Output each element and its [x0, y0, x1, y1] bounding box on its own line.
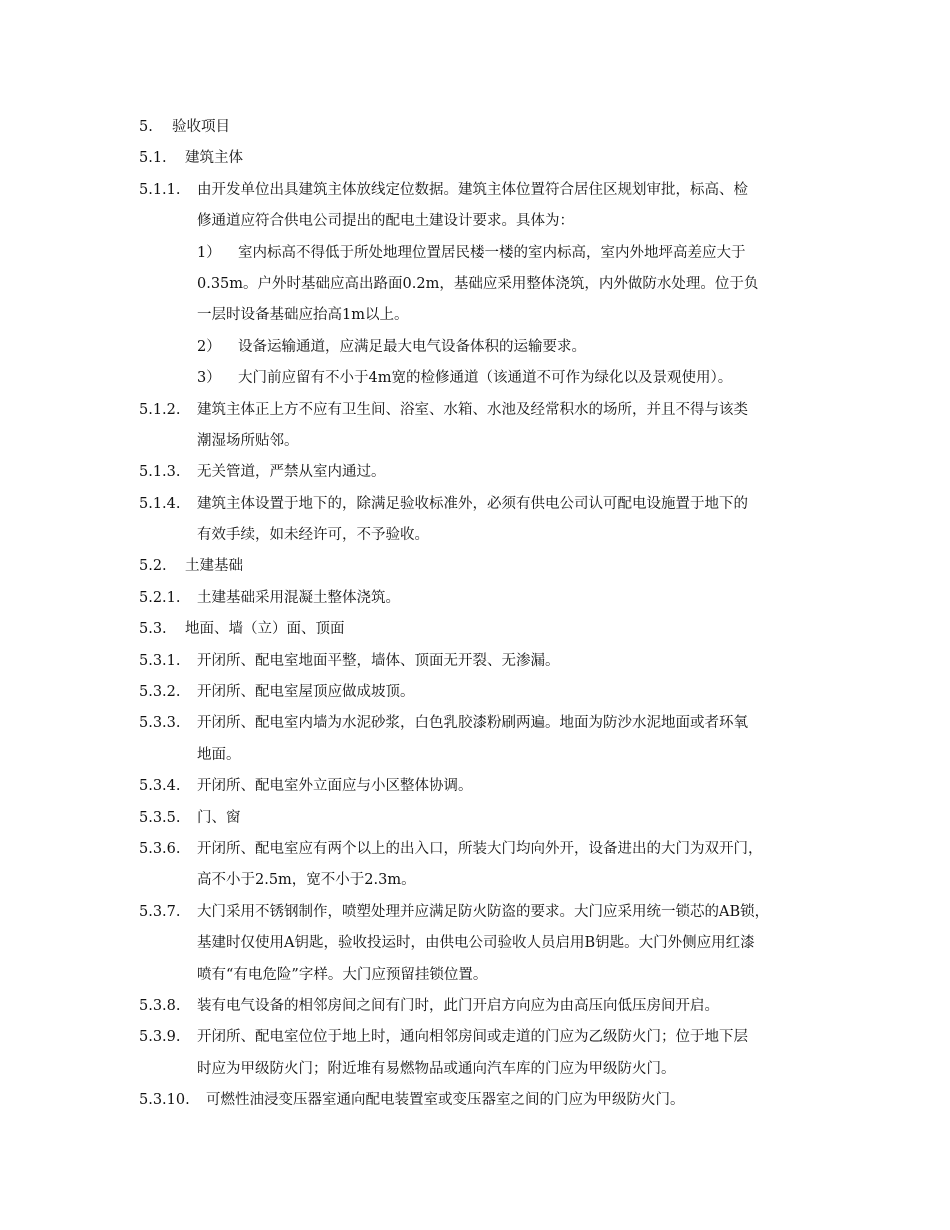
clause-continuation [139, 740, 815, 771]
clause-text: 高不小于2.5m，宽不小于2.3m。 [197, 872, 416, 889]
clause-number: 5.1.3. [139, 464, 181, 481]
clause-line [139, 457, 815, 488]
section-number: 5.3. [139, 621, 167, 638]
clause-text: 可燃性油浸变压器室通向配电装置室或变压器室之间的门应为甲级防火门。 [206, 1092, 685, 1109]
clause-text: 时应为甲级防火门；附近堆有易燃物品或通向汽车库的门应为甲级防火门。 [197, 1060, 676, 1077]
clause-number: 5.2.1. [139, 589, 181, 606]
list-number: 2） [197, 338, 221, 355]
clause-number: 5.3.10. [139, 1092, 190, 1109]
document-body [139, 112, 815, 1117]
clause-number: 5.3.8. [139, 997, 181, 1014]
clause-continuation [139, 206, 815, 237]
clause-text: 大门采用不锈钢制作，喷塑处理并应满足防火防盗的要求。大门应采用统一锁芯的AB锁， [197, 903, 770, 920]
clause-text: 门、窗 [197, 809, 241, 826]
clause-text: 建筑主体设置于地下的，除满足验收标准外，必须有供电公司认可配电设施置于地下的 [197, 495, 748, 512]
clause-number: 5.1.2. [139, 401, 181, 418]
clause-line [139, 897, 815, 928]
clause-line [139, 677, 815, 708]
clause-text: 修通道应符合供电公司提出的配电土建设计要求。具体为： [197, 213, 574, 230]
clause-text: 无关管道，严禁从室内通过。 [197, 464, 386, 481]
clause-text: 由开发单位出具建筑主体放线定位数据。建筑主体位置符合居住区规划审批，标高、检 [197, 181, 748, 198]
clause-text: 开闭所、配电室屋顶应做成坡顶。 [197, 684, 415, 701]
clause-continuation [139, 520, 815, 551]
clause-continuation [139, 426, 815, 457]
list-item [139, 332, 815, 363]
subsection-heading [139, 614, 815, 645]
clause-line [139, 175, 815, 206]
clause-number: 5.3.5. [139, 809, 181, 826]
clause-continuation [139, 928, 815, 959]
clause-text: 地面。 [197, 746, 241, 763]
clause-number: 5.3.3. [139, 715, 181, 732]
subsection-heading [139, 551, 815, 582]
clause-number: 5.3.4. [139, 778, 181, 795]
clause-text: 土建基础采用混凝土整体浇筑。 [197, 589, 400, 606]
clause-line [139, 991, 815, 1022]
list-text: 0.35m。户外时基础应高出路面0.2m，基础应采用整体浇筑，内外做防水处理。位于负 [197, 275, 759, 292]
subsection-heading [139, 143, 815, 174]
clause-text: 开闭所、配电室地面平整，墙体、顶面无开裂、无渗漏。 [197, 652, 560, 669]
list-item [139, 238, 815, 269]
list-item [139, 363, 815, 394]
section-heading [139, 112, 815, 143]
clause-number: 5.1.4. [139, 495, 181, 512]
section-number: 5.2. [139, 558, 167, 575]
clause-text: 喷有“有电危险”字样。大门应预留挂锁位置。 [197, 966, 488, 983]
section-number: 5. [139, 119, 153, 135]
clause-line [139, 803, 815, 834]
clause-line [139, 395, 815, 426]
section-title: 地面、墙（立）面、顶面 [185, 621, 345, 638]
clause-text: 开闭所、配电室应有两个以上的出入口，所装大门均向外开，设备进出的大门为双开门， [197, 840, 763, 857]
clause-text: 开闭所、配电室位位于地上时，通向相邻房间或走道的门应为乙级防火门；位于地下层 [197, 1029, 748, 1046]
clause-line [139, 1022, 815, 1053]
clause-text: 基建时仅使用A钥匙，验收投运时，由供电公司验收人员启用B钥匙。大门外侧应用红漆 [197, 935, 755, 952]
section-number: 5.1. [139, 150, 167, 167]
clause-line [139, 771, 815, 802]
clause-text: 装有电气设备的相邻房间之间有门时，此门开启方向应为由高压向低压房间开启。 [197, 997, 719, 1014]
clause-line [139, 708, 815, 739]
clause-text: 建筑主体正上方不应有卫生间、浴室、水箱、水池及经常积水的场所，并且不得与该类 [197, 401, 748, 418]
clause-number: 5.3.9. [139, 1029, 181, 1046]
clause-number: 5.3.6. [139, 840, 181, 857]
clause-line [139, 583, 815, 614]
clause-text: 有效手续，如未经许可，不予验收。 [197, 527, 429, 544]
clause-continuation [139, 865, 815, 896]
list-text: 设备运输通道，应满足最大电气设备体积的运输要求。 [238, 338, 586, 355]
clause-text: 开闭所、配电室内墙为水泥砂浆，白色乳胶漆粉刷两遍。地面为防沙水泥地面或者环氧 [197, 715, 748, 732]
section-title: 建筑主体 [185, 150, 243, 167]
clause-text: 潮湿场所贴邻。 [197, 432, 299, 449]
clause-line [139, 1085, 815, 1116]
list-text: 室内标高不得低于所处地理位置居民楼一楼的室内标高，室内外地坪高差应大于 [238, 244, 746, 261]
list-number: 3） [197, 370, 221, 387]
clause-line [139, 834, 815, 865]
list-number: 1） [197, 244, 221, 261]
list-text: 大门前应留有不小于4m宽的检修通道（该通道不可作为绿化以及景观使用）。 [238, 370, 733, 387]
clause-text: 开闭所、配电室外立面应与小区整体协调。 [197, 778, 473, 795]
section-title: 验收项目 [172, 119, 230, 135]
clause-number: 5.3.1. [139, 652, 181, 669]
clause-number: 5.3.2. [139, 684, 181, 701]
section-title: 土建基础 [185, 558, 243, 575]
list-continuation [139, 300, 815, 331]
clause-continuation [139, 1054, 815, 1085]
list-text: 一层时设备基础应抬高1m以上。 [197, 307, 409, 324]
clause-number: 5.1.1. [139, 181, 181, 198]
clause-line [139, 489, 815, 520]
clause-continuation [139, 960, 815, 991]
list-continuation [139, 269, 815, 300]
clause-line [139, 646, 815, 677]
clause-number: 5.3.7. [139, 903, 181, 920]
